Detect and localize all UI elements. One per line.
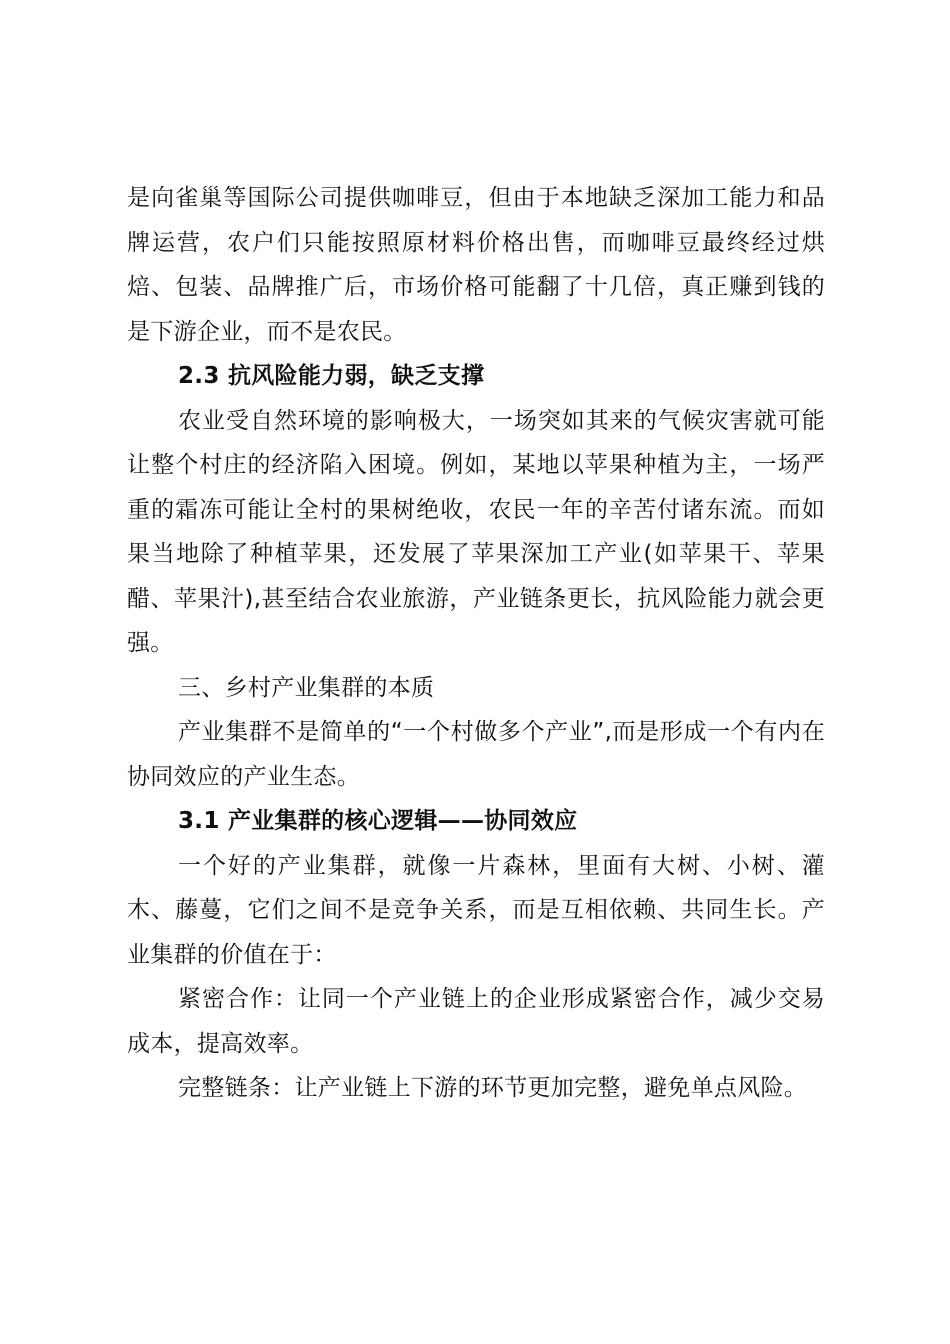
paragraph-risk: 农业受自然环境的影响极大，一场突如其来的气候灾害就可能让整个村庄的经济陷入困境。例如，某地以苹果种植为主，一场严重的霜冻可能让全村的果树绝收，农民一年的辛苦付诸东流。而如果当地除了种植苹果，还发展了苹果深加工产业(如苹果干、苹果醋、苹果汁),甚至结合农业旅游，产业链条更长，抗风险能力就会更强。	[127, 407, 825, 656]
section-heading-2-3: 2.3 抗风险能力弱，缺乏支撑	[178, 363, 485, 389]
document-page	[127, 176, 825, 1111]
paragraph-forest-analogy: 一个好的产业集群，就像一片森林，里面有大树、小树、灌木、藤蔓，它们之间不是竞争关系，而是互相依赖、共同生长。产业集群的价值在于：	[127, 852, 825, 968]
chapter-heading-3: 三、乡村产业集群的本质	[178, 674, 435, 701]
paragraph-complete-chain: 完整链条：让产业链上下游的环节更加完整，避免单点风险。	[178, 1075, 808, 1101]
paragraph-cluster-definition: 产业集群不是简单的“一个村做多个产业”,而是形成一个有内在协同效应的产业生态。	[127, 719, 825, 790]
paragraph-coffee-example: 是向雀巢等国际公司提供咖啡豆，但由于本地缺乏深加工能力和品牌运营，农户们只能按照原材料价格出售，而咖啡豆最终经过烘焙、包装、品牌推广后，市场价格可能翻了十几倍，真正赚到钱的是下游企业，而不是农民。	[127, 185, 825, 345]
paragraph-close-cooperation: 紧密合作：让同一个产业链上的企业形成紧密合作，减少交易成本，提高效率。	[127, 986, 825, 1057]
section-heading-3-1: 3.1 产业集群的核心逻辑——协同效应	[178, 808, 578, 834]
